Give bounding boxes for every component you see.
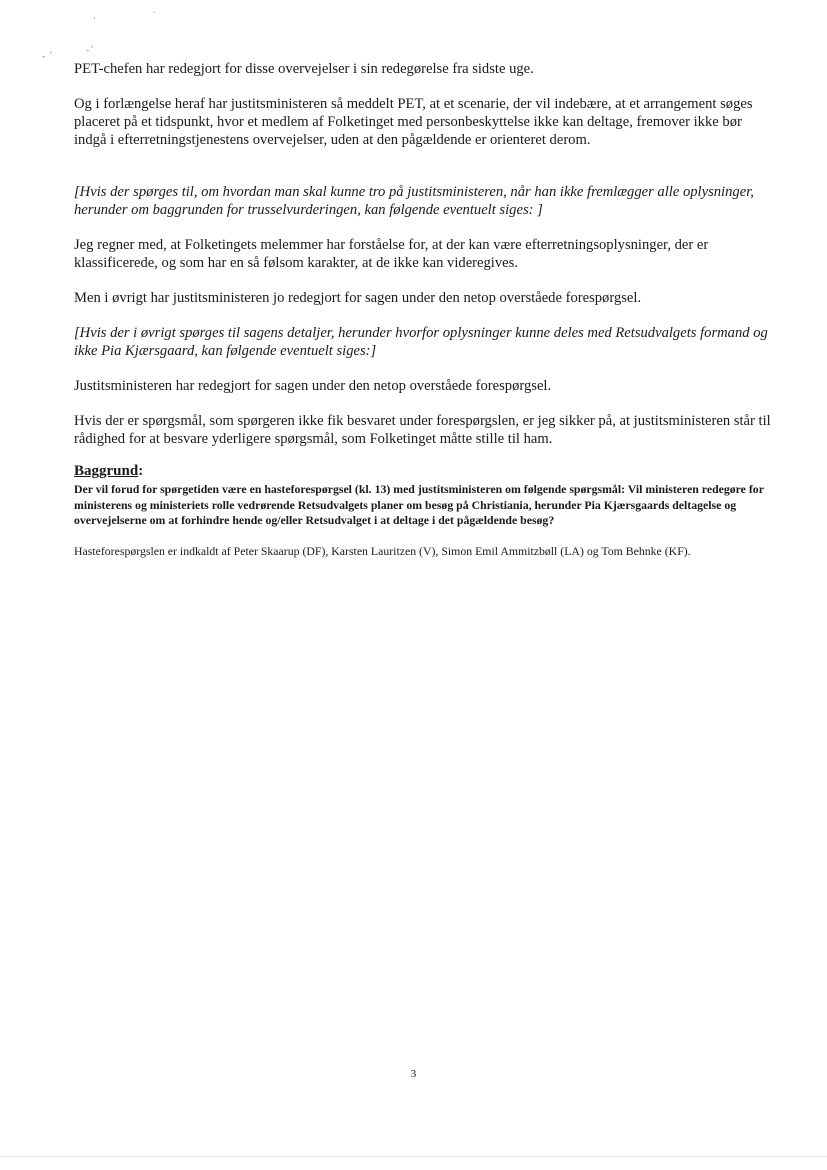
page-edge-line (0, 1156, 827, 1157)
background-heading (74, 463, 143, 480)
background-text-convened: Hasteforespørgslen er indkaldt af Peter Skaarup (DF), Karsten Lauritzen (V), Simon Emil Ammitzbøll (LA) og Tom Behnke (KF). (74, 544, 691, 558)
scan-speck: ˙ (152, 12, 157, 22)
scan-speck: - ´ (42, 52, 53, 62)
background-heading-colon: : (138, 463, 144, 479)
note-if-asked-details: [Hvis der i øvrigt spørges til sagens detaljer, herunder hvorfor oplysninger kunne deles med Retsudvalgets formand og ikke Pia Kjærsgaard, kan følgende eventuelt siges:] (74, 325, 768, 359)
paragraph-classified-information: Jeg regner med, at Folketingets melemmer har forståelse for, at der kan være efterretningsoplysninger, der er klassificerede, og som har en så følsom karakter, at de ikke kan videregives. (74, 237, 709, 271)
paragraph-minister-informed-pet: Og i forlængelse heraf har justitsministeren så meddelt PET, at et scenarie, der vil indebære, at et arrangement søges placeret på et tidspunkt, hvor et medlem af Folketinget med personbeskyttelse ikke kan deltage, fremover ikke bør indgå i efterretningstjenestens overvejelser, uden at den pågældende er orienteret derom. (74, 96, 753, 148)
page-number: 3 (410, 1068, 417, 1080)
paragraph-pet-chief: PET-chefen har redegjort for disse overvejelser i sin redegørelse fra sidste uge. (74, 61, 534, 77)
paragraph-minister-accounted: Men i øvrigt har justitsministeren jo redegjort for sagen under den netop overståede forespørgsel. (74, 290, 642, 306)
background-text-question: Der vil forud for spørgetiden være en hasteforespørgsel (kl. 13) med justitsministeren om følgende spørgsmål: Vil ministeren redegøre for ministerens og ministeriets rolle vedrørende Retsudvalgets planer om besøg på Christiania, herunder Pia Kjærsgaards deltagelse og overvejelserne om at forhindre hende og/eller Retsudvalget i at deltage i det pågældende besøg? (74, 482, 764, 527)
paragraph-minister-accounted-case: Justitsministeren har redegjort for sagen under den netop overståede forespørgsel. (74, 378, 552, 394)
scan-speck: -´ (86, 46, 94, 56)
background-heading-label: Baggrund (74, 463, 139, 479)
scan-speck: · (93, 14, 96, 24)
note-if-asked-trust: [Hvis der spørges til, om hvordan man skal kunne tro på justitsministeren, når han ikke fremlægger alle oplysninger, herunder om baggrunden for trusselvurderingen, kan følgende eventuelt siges: ] (74, 184, 754, 218)
paragraph-further-questions: Hvis der er spørgsmål, som spørgeren ikke fik besvaret under forespørgslen, er jeg sikker på, at justitsministeren står til rådighed for at besvare yderligere spørgsmål, som Folketinget måtte stille til ham. (74, 413, 771, 447)
